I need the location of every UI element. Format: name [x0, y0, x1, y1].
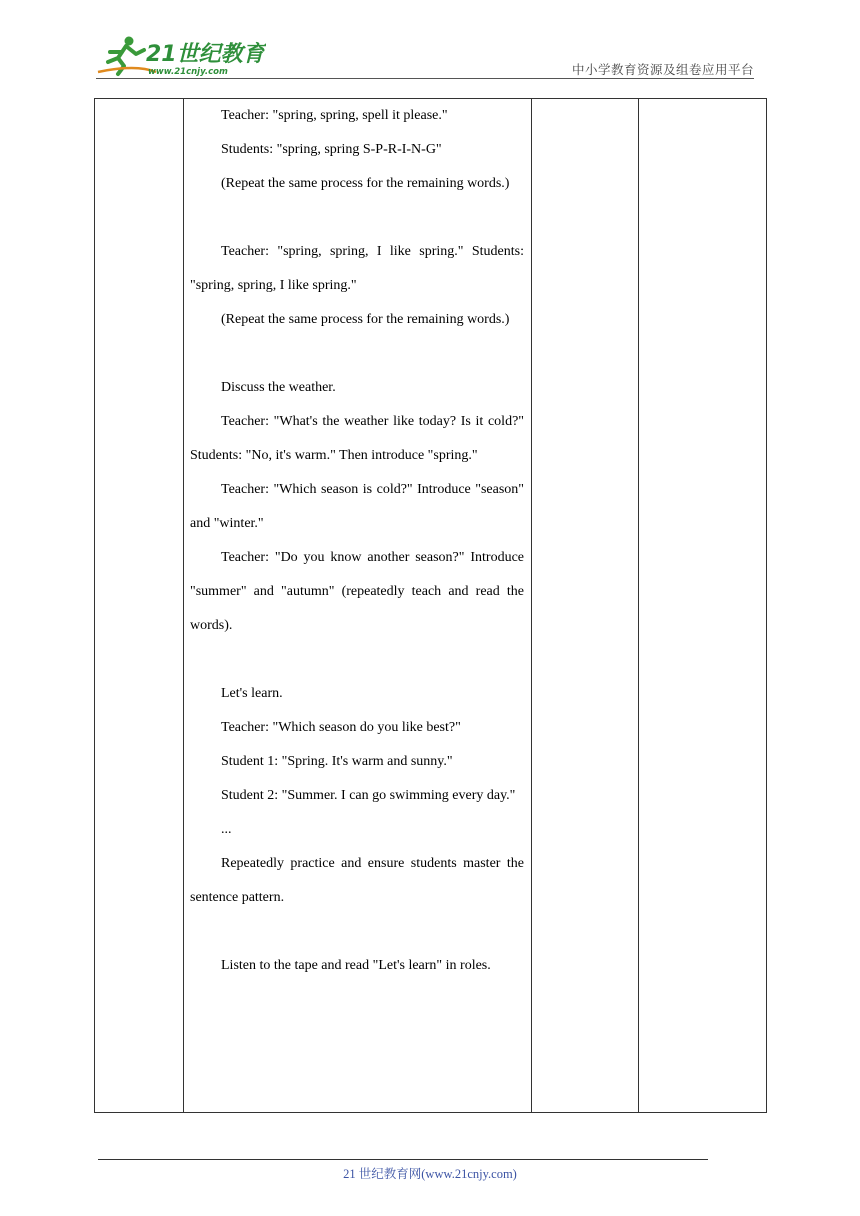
- paragraph-gap: [190, 915, 524, 949]
- lesson-paragraph: Teacher: "Which season do you like best?": [221, 720, 461, 735]
- lesson-paragraph: Teacher: "Which season is cold?" Introduce "season" and "winter.": [190, 482, 524, 531]
- footer-source-link[interactable]: 21 世纪教育网(www.21cnjy.com): [343, 1167, 517, 1181]
- lesson-paragraph: Teacher: "spring, spring, spell it please.": [221, 108, 448, 123]
- lesson-paragraph: Listen to the tape and read "Let's learn" in roles.: [221, 958, 491, 973]
- lesson-paragraph: Teacher: "What's the weather like today? Is it cold?" Students: "No, it's warm." Then introduce "spring.": [190, 414, 524, 463]
- platform-slogan: 中小学教育资源及组卷应用平台: [571, 62, 754, 77]
- column-divider-2: [531, 99, 532, 1112]
- lesson-paragraph: Let's learn.: [221, 686, 283, 701]
- lesson-paragraph: Repeatedly practice and ensure students master the sentence pattern.: [190, 856, 524, 905]
- teaching-process-cell: [190, 99, 524, 983]
- lesson-paragraph: Discuss the weather.: [221, 380, 336, 395]
- svg-text:21世纪教育: 21世纪教育: [146, 42, 265, 67]
- runner-logo-icon: [96, 34, 266, 78]
- lesson-paragraph: Student 1: "Spring. It's warm and sunny.": [221, 754, 453, 769]
- paragraph-gap: [190, 337, 524, 371]
- lesson-paragraph: (Repeat the same process for the remaining words.): [221, 312, 510, 327]
- lesson-paragraph: Student 2: "Summer. I can go swimming every day.": [221, 788, 516, 803]
- lesson-plan-table: [94, 98, 767, 1113]
- lesson-paragraph: ...: [221, 822, 232, 837]
- footer-divider: [98, 1159, 708, 1160]
- lesson-paragraph: (Repeat the same process for the remaining words.): [221, 176, 510, 191]
- site-logo: [96, 34, 266, 78]
- column-divider-1: [183, 99, 184, 1112]
- lesson-paragraph: Teacher: "Do you know another season?" Introduce "summer" and "autumn" (repeatedly teach and read the words).: [190, 550, 524, 633]
- header-divider: [96, 78, 754, 79]
- lesson-paragraph: Teacher: "spring, spring, I like spring." Students: "spring, spring, I like spring.": [190, 244, 524, 293]
- column-divider-3: [638, 99, 639, 1112]
- lesson-paragraph: Students: "spring, spring S-P-R-I-N-G": [221, 142, 442, 157]
- paragraph-gap: [190, 201, 524, 235]
- svg-text:www.21cnjy.com: www.21cnjy.com: [148, 67, 228, 77]
- paragraph-gap: [190, 643, 524, 677]
